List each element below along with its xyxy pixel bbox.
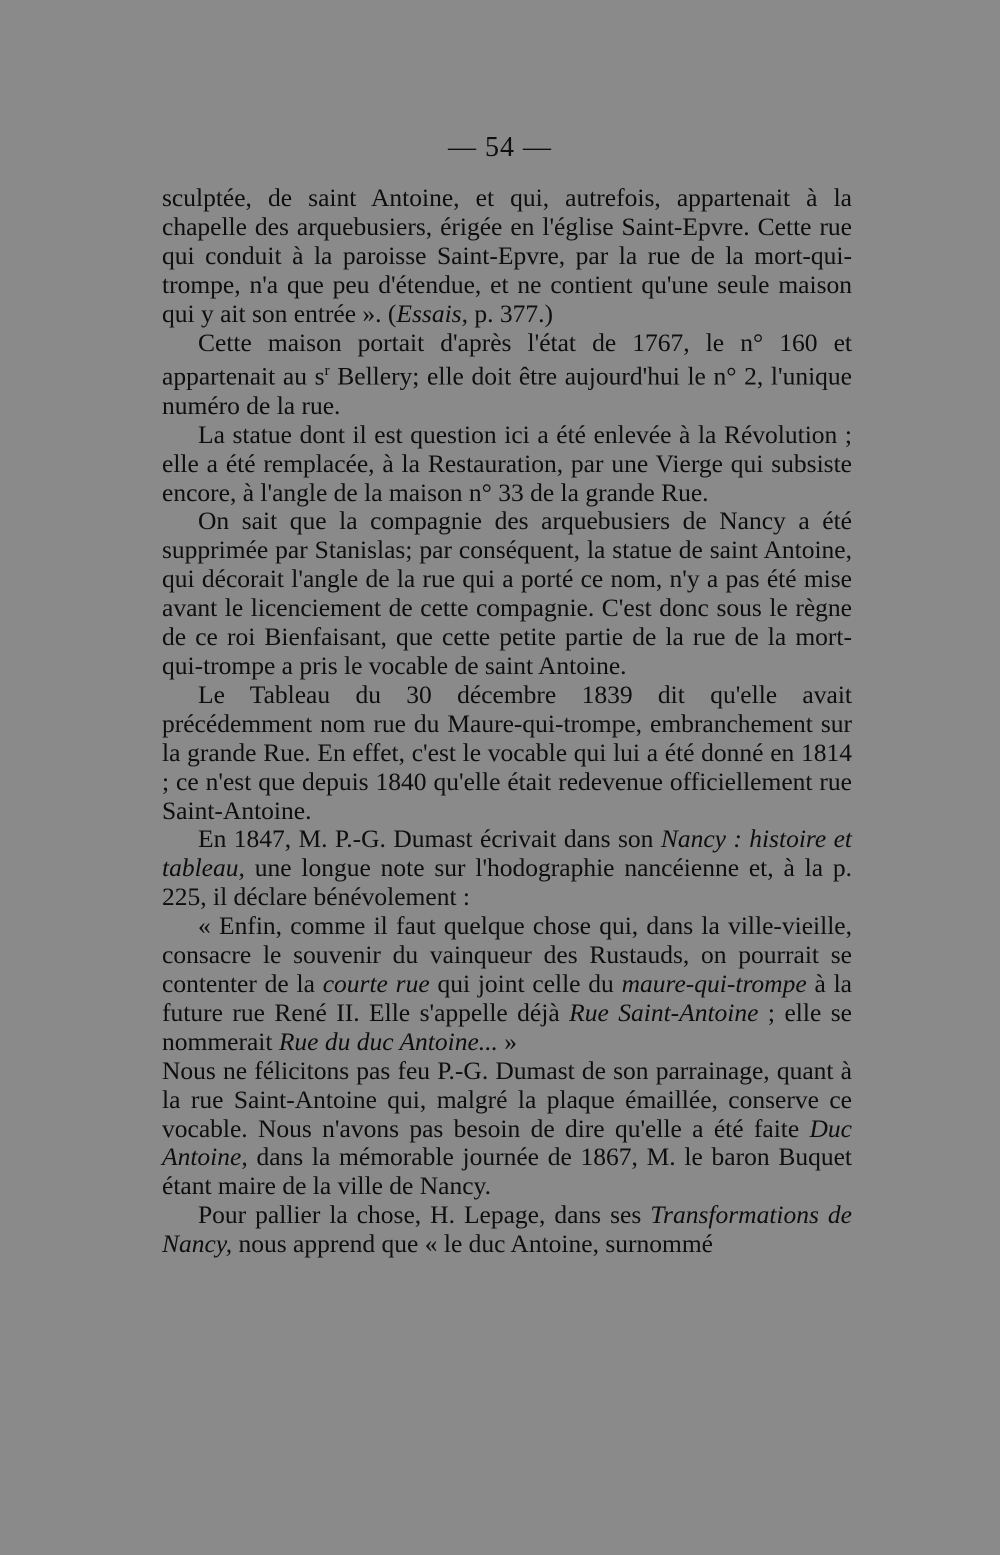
paragraph-9 <box>162 1201 852 1259</box>
paragraph-6-text-b: une longue note sur l'hodographie nancéienne et, à la p. 225, il déclare bénévolement : <box>162 853 852 912</box>
quote-paragraph <box>162 912 852 1057</box>
paragraph-8 <box>162 1057 852 1202</box>
paragraph-1-text: sculptée, de saint Antoine, et qui, autrefois, appartenait à la chapelle des arquebusiers, érigée en l'église Saint-Epvre. Cette rue qui conduit à la paroisse Saint-Epvre, par la rue de la mort-qui-trompe, n'a que peu d'étendue, et ne contient qu'une seule maison qui y ait son entrée ». ( <box>162 183 852 328</box>
quote-text-d: ; elle se nommerait <box>162 997 852 1056</box>
quote-text-c: à la future rue René II. Elle s'appelle déjà <box>162 968 852 1027</box>
page-body <box>162 184 852 1259</box>
page-number: — 54 — <box>448 132 552 163</box>
paragraph-2-text-a: Cette maison portait d'après l'état de 1767, le n° 160 et appartenait au s <box>162 327 852 391</box>
paragraph-1 <box>162 184 852 329</box>
paragraph-1-page-ref: p. 377.) <box>467 298 553 328</box>
transformations-title: Transformations de Nancy, <box>162 1200 852 1259</box>
quote-text-a: « Enfin, comme il faut quelque chose qui, dans la ville-vieille, consacre le souvenir du vainqueur des Rustauds, on pourrait se contenter de la <box>162 911 852 998</box>
paragraph-4: On sait que la compagnie des arquebusiers de Nancy a été supprimée par Stanislas; par conséquent, la statue de saint Antoine, qui décorait l'angle de la rue qui a porté ce nom, n'y a pas été mise avant le licenciement de cette compagnie. C'est donc sous le règne de ce roi Bienfaisant, que cette petite partie de la rue de la mort-qui-trompe a pris le vocable de saint Antoine. <box>162 506 852 680</box>
quote-maure-qui-trompe: maure-qui-trompe <box>621 968 807 998</box>
paragraph-2-text-b: Bellery; elle doit être aujourd'hui le n° 2, l'unique numéro de la rue. <box>162 361 852 420</box>
paragraph-3: La statue dont il est question ici a été enlevée à la Révolution ; elle a été remplacée, à la Restauration, par une Vierge qui subsiste encore, à l'angle de la maison n° 33 de la grande Rue. <box>162 419 852 507</box>
duc-antoine-italic: Duc Antoine, <box>162 1113 852 1172</box>
quote-courte-rue: courte rue <box>322 968 430 998</box>
paragraph-6-text-a: En 1847, M. P.-G. Dumast écrivait dans son <box>198 824 661 854</box>
paragraph-2 <box>162 329 852 421</box>
quote-rue-du-duc-antoine: Rue du duc Antoine... <box>278 1026 498 1056</box>
paragraph-8-text-a: Nous ne félicitons pas feu P.-G. Dumast de son parrainage, quant à la rue Saint-Antoine qui, malgré la plaque émaillée, conserve ce vocable. Nous n'avons pas besoin de dire qu'elle a été faite <box>162 1055 852 1143</box>
paragraph-9-text-b: nous apprend que « le duc Antoine, surnommé <box>232 1229 713 1259</box>
nancy-histoire-title: Nancy : histoire et tableau, <box>162 824 852 883</box>
paragraph-6 <box>162 825 852 912</box>
quote-text-b: qui joint celle du <box>429 968 622 998</box>
quote-text-e: » <box>497 1026 518 1056</box>
paragraph-9-text-a: Pour pallier la chose, H. Lepage, dans ses <box>198 1200 651 1230</box>
paragraph-2-superscript: r <box>324 363 330 380</box>
paragraph-8-text-b: dans la mémorable journée de 1867, M. le baron Buquet étant maire de la ville de Nancy. <box>162 1142 852 1201</box>
essais-reference: Essais, <box>396 298 468 328</box>
quote-rue-saint-antoine: Rue Saint-Antoine <box>569 997 759 1027</box>
paragraph-5: Le Tableau du 30 décembre 1839 dit qu'elle avait précédemment nom rue du Maure-qui-trompe, embranchement sur la grande Rue. En effet, c'est le vocable qui lui a été donné en 1814 ; ce n'est que depuis 1840 qu'elle était redevenue officiellement rue Saint-Antoine. <box>162 679 852 825</box>
